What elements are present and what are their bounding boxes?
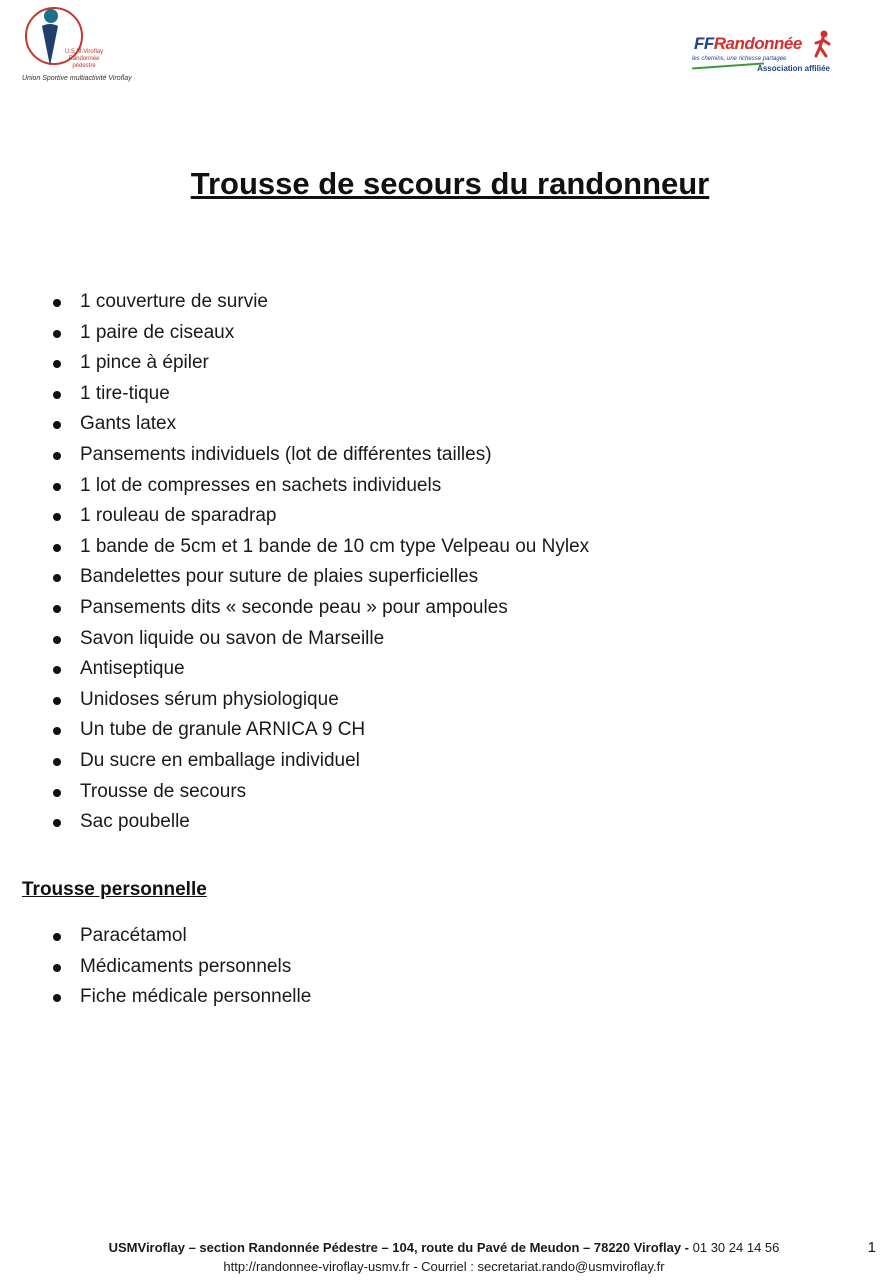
list-item: [50, 777, 589, 808]
list-item: [50, 501, 589, 532]
list-item-text: Trousse de secours: [80, 780, 247, 802]
page-title: Trousse de secours du randonneur: [190, 166, 710, 201]
list-item-text: Fiche médicale personnelle: [80, 986, 312, 1008]
list-item-text: 1 pince à épiler: [80, 352, 209, 374]
list-item: [50, 348, 589, 379]
page-footer: [0, 1238, 888, 1276]
list-item-text: 1 rouleau de sparadrap: [80, 505, 277, 527]
bullet-icon: [53, 360, 61, 368]
bullet-icon: [53, 574, 61, 582]
list-item-text: Pansements dits « seconde peau » pour ampoules: [80, 596, 508, 618]
personal-kit-list: [50, 921, 311, 1013]
list-item-text: 1 lot de compresses en sachets individuels: [80, 474, 442, 496]
walker-figure-icon: [814, 30, 832, 60]
bullet-icon: [53, 483, 61, 491]
club-name: U.S.M.Viroflay Randonnée pédestre: [64, 49, 104, 69]
list-item: [50, 562, 589, 593]
list-item: [50, 318, 589, 349]
list-item-text: 1 tire-tique: [80, 382, 170, 404]
footer-contact: http://randonnee-viroflay-usmv.fr - Courriel : secretariat.rando@usmviroflay.fr: [223, 1259, 665, 1274]
bullet-icon: [53, 727, 61, 735]
bullet-icon: [53, 421, 61, 429]
footer-phone: 01 30 24 14 56: [689, 1240, 780, 1255]
ffr-wordmark: FFRandonnée: [694, 34, 802, 53]
list-item: [50, 409, 589, 440]
footer-address: USMViroflay – section Randonnée Pédestre – 104, route du Pavé de Meudon – 78220 Viroflay -: [108, 1240, 690, 1255]
list-item-text: Sac poubelle: [80, 811, 190, 833]
bullet-icon: [53, 391, 61, 399]
list-item: [50, 624, 589, 655]
list-item-text: Paracétamol: [80, 925, 187, 946]
list-item-text: 1 paire de ciseaux: [80, 321, 235, 343]
list-item: [50, 532, 589, 563]
list-item-text: Bandelettes pour suture de plaies superficielles: [80, 566, 479, 588]
list-item: [50, 287, 589, 318]
list-item-text: 1 bande de 5cm et 1 bande de 10 cm type Velpeau ou Nylex: [80, 535, 590, 557]
bullet-icon: [53, 933, 61, 941]
ffr-underline: [692, 62, 764, 69]
list-item: [50, 715, 589, 746]
club-logo: [14, 4, 154, 86]
bullet-icon: [53, 330, 61, 338]
ffrandonnee-logo: [692, 30, 832, 76]
ffr-affiliation: Association affiliée: [757, 64, 830, 73]
bullet-icon: [53, 964, 61, 972]
bullet-icon: [53, 605, 61, 613]
list-item: [50, 685, 589, 716]
list-item: [50, 921, 311, 952]
bullet-icon: [53, 758, 61, 766]
bullet-icon: [53, 452, 61, 460]
list-item-text: Gants latex: [80, 413, 177, 435]
bullet-icon: [53, 994, 61, 1002]
first-aid-list: [50, 287, 589, 838]
bullet-icon: [53, 299, 61, 307]
section-heading: Trousse personnelle: [22, 879, 207, 900]
list-item-text: Pansements individuels (lot de différentes tailles): [80, 443, 492, 465]
list-item: [50, 746, 589, 777]
list-item-text: Savon liquide ou savon de Marseille: [80, 627, 385, 649]
list-item-text: 1 couverture de survie: [80, 291, 268, 312]
bullet-icon: [53, 666, 61, 674]
list-item: [50, 593, 589, 624]
list-item-text: Un tube de granule ARNICA 9 CH: [80, 719, 366, 741]
list-item: [50, 440, 589, 471]
bullet-icon: [53, 819, 61, 827]
list-item: [50, 807, 589, 838]
list-item: [50, 952, 311, 983]
ffr-tagline: les chemins, une richesse partagée: [692, 56, 787, 62]
list-item: [50, 471, 589, 502]
bullet-icon: [53, 789, 61, 797]
list-item-text: Antiseptique: [80, 658, 185, 680]
list-item: [50, 654, 589, 685]
list-item-text: Du sucre en emballage individuel: [80, 749, 360, 771]
bullet-icon: [53, 544, 61, 552]
list-item: [50, 982, 311, 1013]
list-item: [50, 379, 589, 410]
list-item-text: Médicaments personnels: [80, 955, 292, 977]
bullet-icon: [53, 513, 61, 521]
bullet-icon: [53, 697, 61, 705]
bullet-icon: [53, 636, 61, 644]
list-item-text: Unidoses sérum physiologique: [80, 688, 339, 710]
club-subtitle: Union Sportive multiactivité Viroflay: [22, 75, 132, 82]
page-number: 1: [867, 1239, 876, 1256]
